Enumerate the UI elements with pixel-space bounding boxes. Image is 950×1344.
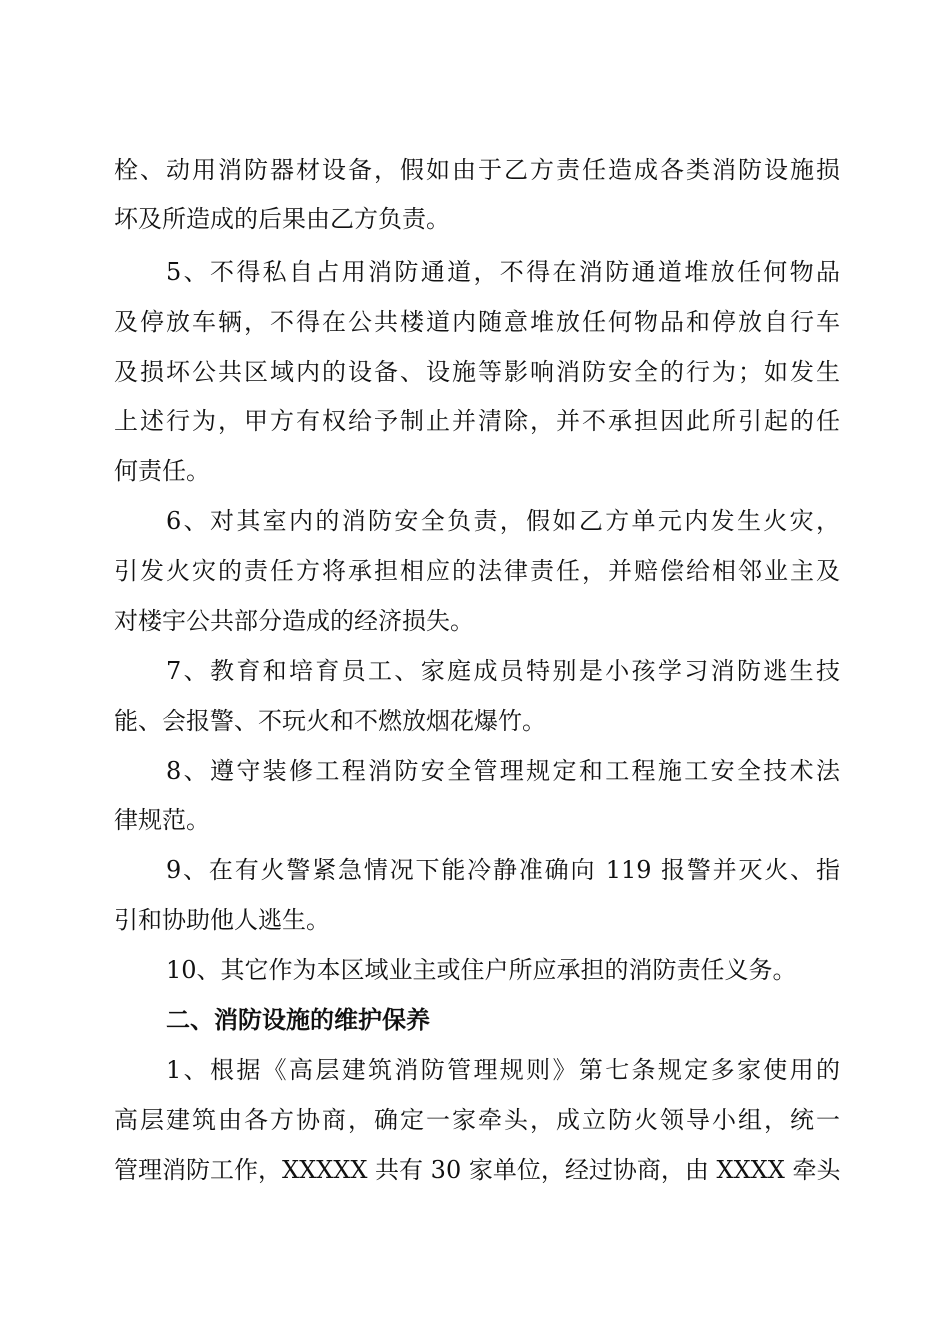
text-line: 何责任。 bbox=[114, 457, 210, 485]
text-line: 7、教育和培育员工、家庭成员特别是小孩学习消防逃生技 bbox=[166, 657, 840, 685]
section-heading: 二、消防设施的维护保养 bbox=[166, 1005, 430, 1034]
text-line: 6、对其室内的消防安全负责，假如乙方单元内发生火灾， bbox=[166, 507, 840, 535]
text-line: 管理消防工作，XXXXX 共有 30 家单位，经过协商，由 XXXX 牵头 bbox=[114, 1156, 841, 1184]
text-line: 1、根据《高层建筑消防管理规则》第七条规定多家使用的 bbox=[166, 1056, 840, 1084]
text-line: 能、会报警、不玩火和不燃放烟花爆竹。 bbox=[114, 707, 546, 735]
text-line: 栓、动用消防器材设备，假如由于乙方责任造成各类消防设施损 bbox=[114, 156, 840, 184]
text-line: 5、不得私自占用消防通道，不得在消防通道堆放任何物品 bbox=[166, 258, 840, 286]
text-line: 高层建筑由各方协商，确定一家牵头，成立防火领导小组，统一 bbox=[114, 1106, 840, 1134]
text-line: 9、在有火警紧急情况下能冷静准确向 119 报警并灭火、指 bbox=[166, 856, 840, 884]
text-line: 引发火灾的责任方将承担相应的法律责任，并赔偿给相邻业主及 bbox=[114, 557, 840, 585]
text-line: 坏及所造成的后果由乙方负责。 bbox=[114, 205, 450, 233]
text-line: 8、遵守装修工程消防安全管理规定和工程施工安全技术法 bbox=[166, 757, 840, 785]
text-line: 及损坏公共区域内的设备、设施等影响消防安全的行为；如发生 bbox=[114, 358, 840, 386]
text-line: 律规范。 bbox=[114, 806, 210, 834]
text-line: 对楼宇公共部分造成的经济损失。 bbox=[114, 607, 474, 635]
text-line: 10、其它作为本区域业主或住户所应承担的消防责任义务。 bbox=[166, 956, 797, 984]
text-line: 引和协助他人逃生。 bbox=[114, 906, 330, 934]
text-line: 及停放车辆，不得在公共楼道内随意堆放任何物品和停放自行车 bbox=[114, 308, 840, 336]
text-line: 上述行为，甲方有权给予制止并清除，并不承担因此所引起的任 bbox=[114, 407, 840, 435]
